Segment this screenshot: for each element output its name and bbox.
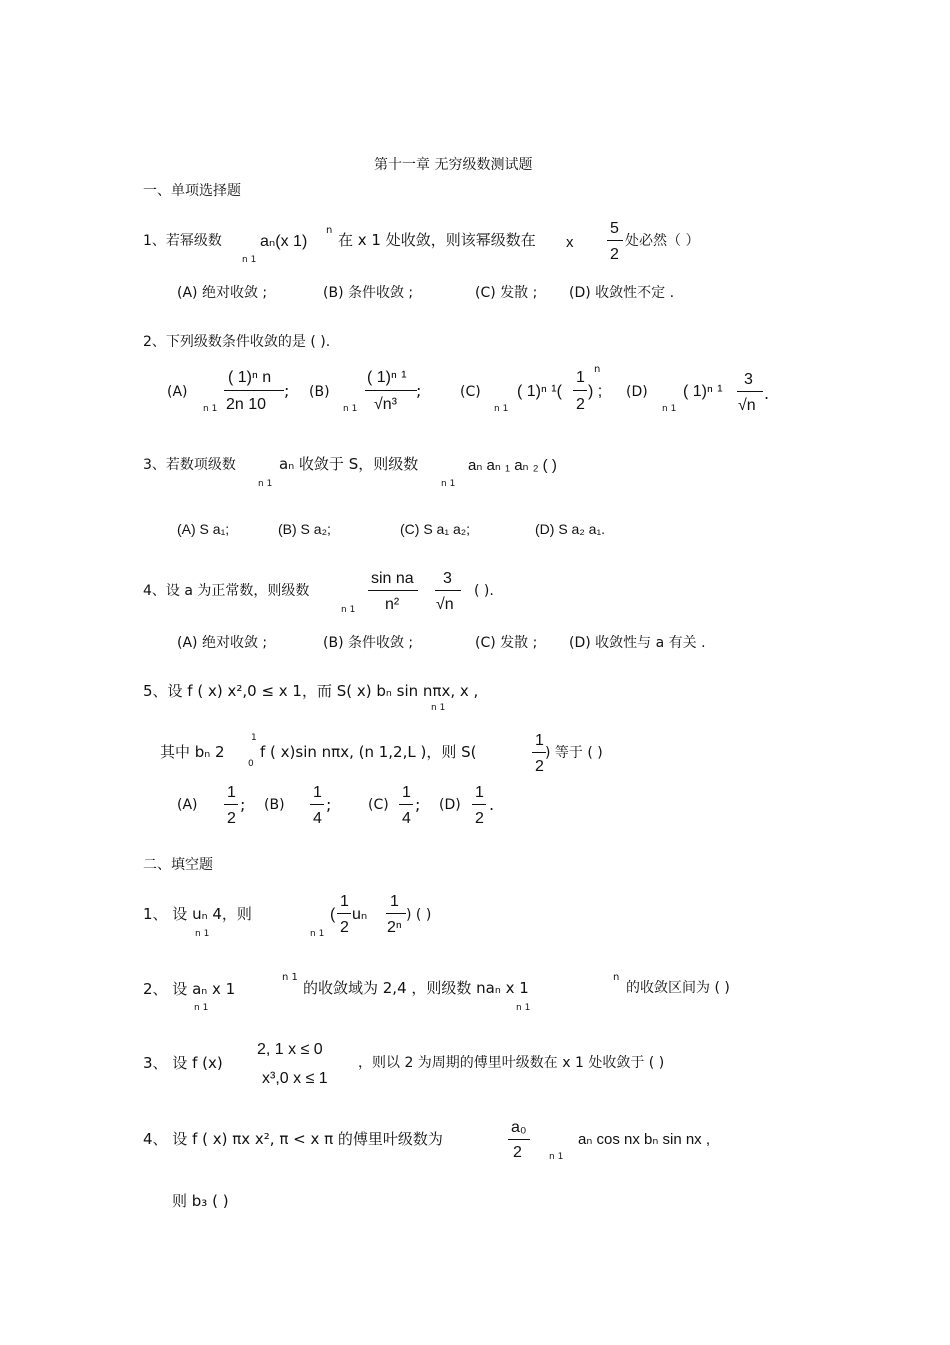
f1-term: uₙ bbox=[352, 906, 368, 923]
q2-c-tail: ) ; bbox=[588, 383, 603, 400]
f4-answer-line: 则 b₃ ( ) bbox=[172, 1192, 229, 1210]
q2-a-den: 2n 10 bbox=[226, 396, 267, 413]
f4-frac-bar bbox=[508, 1139, 530, 1140]
q5-frac-num: 1 bbox=[535, 732, 544, 749]
f1-open-paren: ( bbox=[330, 906, 336, 923]
q4-bar-1 bbox=[368, 590, 418, 591]
q2-d-frac-bar bbox=[737, 391, 763, 392]
f3-case-2: x³,0 x ≤ 1 bbox=[262, 1070, 328, 1087]
q5-choice-a-sep: ; bbox=[240, 795, 246, 814]
q5-choice-c-bar bbox=[399, 804, 413, 805]
q5-choice-d-sep: . bbox=[489, 795, 495, 814]
q1-tail: 处必然（ ） bbox=[625, 233, 700, 249]
q5-index: n 1 bbox=[431, 703, 446, 713]
q4-den-2: √n bbox=[436, 596, 454, 613]
q2-c-exponent: n bbox=[594, 364, 601, 375]
q1-choice-a: (A) 绝对收敛 ; bbox=[177, 285, 268, 301]
q1-frac-den: 2 bbox=[610, 246, 619, 263]
q2-a-sep: ; bbox=[284, 381, 290, 400]
q5-choice-b-label: (B) bbox=[264, 797, 285, 813]
q2-d-index: n 1 bbox=[662, 404, 677, 414]
q5-choice-d-bar bbox=[472, 804, 486, 805]
q1-number: 1、若幂级数 bbox=[143, 233, 222, 249]
q5-line-2b: f ( x)sin nπx, (n 1,2,L )，则 S( bbox=[260, 743, 477, 761]
f4-index: n 1 bbox=[549, 1152, 564, 1162]
q3-index-2: n 1 bbox=[441, 479, 456, 489]
q2-stem: 2、下列级数条件收敛的是 ( ). bbox=[143, 334, 331, 350]
f1-tail: ) ( ) bbox=[406, 907, 432, 923]
f4-frac-num: a₀ bbox=[511, 1119, 527, 1136]
q2-c-expr: ( 1)ⁿ ¹( bbox=[517, 383, 562, 400]
q5-choice-a-den: 2 bbox=[227, 810, 236, 827]
f4-frac-den: 2 bbox=[513, 1144, 522, 1161]
q5-choice-b-bar bbox=[310, 804, 324, 805]
q2-a-num: ( 1)ⁿ n bbox=[228, 369, 272, 386]
f2-tail: 的收敛区间为 ( ) bbox=[626, 980, 730, 996]
f1-frac-bar-2 bbox=[386, 913, 406, 914]
f1-frac-bar-1 bbox=[337, 913, 351, 914]
f1-stem: 1、 设 uₙ 4，则 bbox=[143, 905, 252, 923]
q2-b-label: (B) bbox=[309, 384, 330, 400]
f2-exponent-1: n 1 bbox=[282, 972, 298, 983]
section-heading-choice: 一、单项选择题 bbox=[143, 183, 241, 199]
q2-d-expr: ( 1)ⁿ ¹ bbox=[683, 383, 723, 400]
q5-frac-bar bbox=[532, 752, 546, 753]
f2-stem: 2、 设 aₙ x 1 bbox=[143, 980, 236, 998]
q2-d-period: . bbox=[764, 384, 770, 403]
f1-frac-num-1: 1 bbox=[340, 893, 349, 910]
q1-condition: 在 x 1 处收敛，则该幂级数在 bbox=[338, 231, 536, 249]
q3-series-2: aₙ aₙ ₁ aₙ ₂ ( ) bbox=[468, 457, 557, 474]
q5-line-2c: ) 等于 ( ) bbox=[545, 745, 603, 761]
f4-stem: 4、 设 f ( x) πx x², π < x π 的傅里叶级数为 bbox=[143, 1130, 443, 1148]
q1-choice-c: (C) 发散 ; bbox=[475, 285, 538, 301]
q4-choice-d: (D) 收敛性与 a 有关 . bbox=[569, 635, 706, 651]
q5-choice-c-den: 4 bbox=[402, 810, 411, 827]
q2-b-den: √n³ bbox=[374, 396, 398, 413]
f3-tail: ，则以 2 为周期的傅里叶级数在 x 1 处收敛于 ( ) bbox=[358, 1055, 665, 1071]
q5-choice-b-num: 1 bbox=[313, 784, 322, 801]
q5-choice-a-num: 1 bbox=[227, 784, 236, 801]
q4-choice-a: (A) 绝对收敛 ; bbox=[177, 635, 268, 651]
q2-a-index: n 1 bbox=[203, 404, 218, 414]
f1-index-2: n 1 bbox=[310, 929, 325, 939]
q5-choice-a-bar bbox=[224, 804, 238, 805]
f4-tail: aₙ cos nx bₙ sin nx , bbox=[578, 1131, 711, 1148]
q1-choice-b: (B) 条件收敛 ; bbox=[323, 285, 414, 301]
q1-frac-num: 5 bbox=[610, 220, 619, 237]
q3-choice-a: (A) S a₁; bbox=[177, 521, 230, 537]
q4-den-1: n² bbox=[385, 596, 400, 613]
q4-stem: 4、设 a 为正常数，则级数 bbox=[143, 583, 310, 599]
f1-frac-num-2: 1 bbox=[390, 893, 399, 910]
q2-a-label: (A) bbox=[167, 384, 188, 400]
q3-index-1: n 1 bbox=[258, 479, 273, 489]
q5-choice-b-den: 4 bbox=[313, 810, 322, 827]
q4-num-1: sin na bbox=[371, 570, 414, 587]
q1-exponent: n bbox=[326, 225, 333, 236]
f2-index-1: n 1 bbox=[194, 1003, 209, 1013]
q4-choice-c: (C) 发散 ; bbox=[475, 635, 538, 651]
q2-c-label: (C) bbox=[460, 384, 481, 400]
q2-c-frac-bar bbox=[573, 390, 587, 391]
q2-d-label: (D) bbox=[626, 384, 648, 400]
page-title: 第十一章 无穷级数测试题 bbox=[374, 157, 533, 173]
q4-choice-b: (B) 条件收敛 ; bbox=[323, 635, 414, 651]
q1-frac-bar bbox=[607, 240, 623, 241]
q1-choice-d: (D) 收敛性不定 . bbox=[569, 285, 675, 301]
q2-d-frac-den: √n bbox=[738, 397, 756, 414]
q5-choice-c-num: 1 bbox=[402, 784, 411, 801]
f3-case-1: 2, 1 x ≤ 0 bbox=[257, 1041, 323, 1058]
q5-choice-d-den: 2 bbox=[475, 810, 484, 827]
q5-integral-lower: 0 bbox=[248, 759, 254, 769]
f3-stem: 3、 设 f (x) bbox=[143, 1054, 223, 1072]
q1-x: x bbox=[566, 234, 574, 251]
f2-middle: 的收敛域为 2,4 ，则级数 naₙ x 1 bbox=[303, 979, 529, 997]
q2-d-frac-num: 3 bbox=[744, 371, 753, 388]
q4-tail: ( ). bbox=[474, 583, 494, 599]
q2-b-index: n 1 bbox=[343, 404, 358, 414]
q5-line-1: 5、设 f ( x) x²,0 ≤ x 1，而 S( x) bₙ sin nπx, x , bbox=[143, 682, 479, 700]
q3-choice-d: (D) S a₂ a₁. bbox=[535, 521, 606, 537]
q3-series-1: aₙ 收敛于 S，则级数 bbox=[279, 455, 419, 473]
q2-c-frac-den: 2 bbox=[576, 396, 585, 413]
section-heading-fill: 二、填空题 bbox=[143, 857, 213, 873]
q5-choice-d-num: 1 bbox=[475, 784, 484, 801]
f2-exponent-2: n bbox=[613, 972, 620, 983]
q4-index: n 1 bbox=[341, 605, 356, 615]
q2-b-bar bbox=[365, 390, 417, 391]
q4-num-2: 3 bbox=[443, 570, 452, 587]
q1-series: aₙ(x 1) bbox=[260, 233, 308, 250]
q2-a-bar bbox=[224, 390, 284, 391]
q2-b-sep: ; bbox=[416, 381, 422, 400]
q5-choice-d-label: (D) bbox=[439, 797, 461, 813]
q3-choice-c: (C) S a₁ a₂; bbox=[400, 521, 471, 537]
f1-frac-den-1: 2 bbox=[340, 919, 349, 936]
q2-c-frac-num: 1 bbox=[576, 369, 585, 386]
f1-index-1: n 1 bbox=[195, 929, 210, 939]
q3-stem: 3、若数项级数 bbox=[143, 457, 236, 473]
q1-sum-index: n 1 bbox=[242, 255, 257, 265]
q5-integral-upper: 1 bbox=[251, 733, 257, 743]
f1-frac-den-2: 2ⁿ bbox=[387, 919, 402, 936]
q5-line-2a: 其中 bₙ 2 bbox=[160, 743, 225, 761]
q5-frac-den: 2 bbox=[535, 758, 544, 775]
q3-choice-b: (B) S a₂; bbox=[278, 521, 331, 537]
f2-index-2: n 1 bbox=[516, 1003, 531, 1013]
q5-choice-b-sep: ; bbox=[326, 795, 332, 814]
q2-c-index: n 1 bbox=[494, 404, 509, 414]
q2-b-num: ( 1)ⁿ ¹ bbox=[367, 369, 407, 386]
q5-choice-c-sep: ; bbox=[415, 795, 421, 814]
q5-choice-a-label: (A) bbox=[177, 797, 198, 813]
q4-bar-2 bbox=[435, 590, 461, 591]
q5-choice-c-label: (C) bbox=[368, 797, 389, 813]
